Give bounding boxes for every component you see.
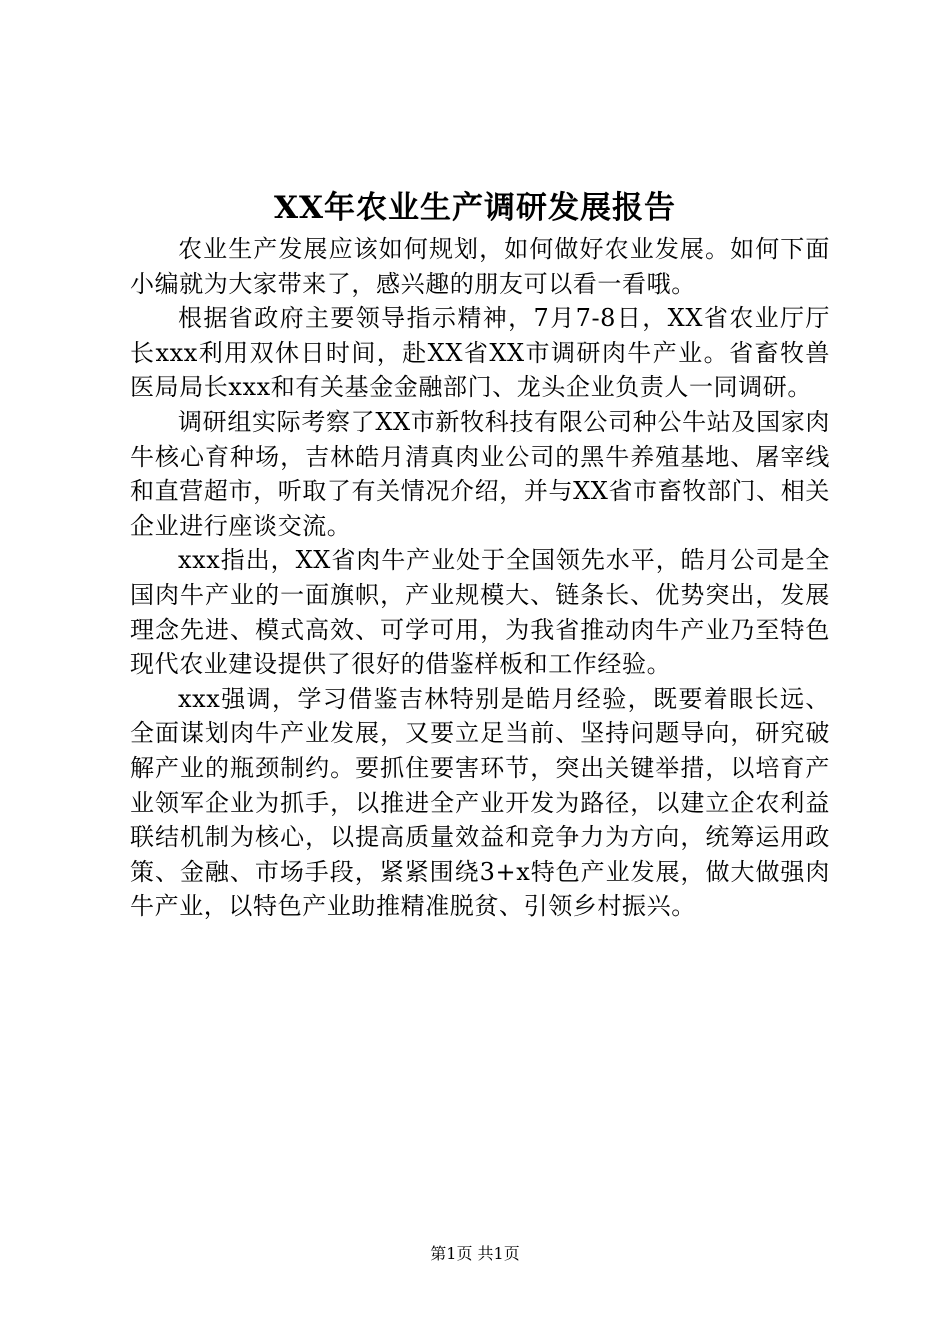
document-title: XX年农业生产调研发展报告 xyxy=(273,190,677,226)
document-body xyxy=(130,232,830,924)
paragraph-emphasis: xxx强调，学习借鉴吉林特别是皓月经验，既要着眼长远、全面谋划肉牛产业发展，又要立足当前、坚持问题导向，研究破解产业的瓶颈制约。要抓住要害环节，突出关键举措，以培育产业领军企业为抓手，以推进全产业开发为路径，以建立企农利益联结机制为核心，以提高质量效益和竞争力为方向，统筹运用政策、金融、市场手段，紧紧围绕3+x特色产业发展，做大做强肉牛产业，以特色产业助推精准脱贫、引领乡村振兴。 xyxy=(130,684,830,921)
paragraph-remarks: xxx指出，XX省肉牛产业处于全国领先水平，皓月公司是全国肉牛产业的一面旗帜，产业规模大、链条长、优势突出，发展理念先进、模式高效、可学可用，为我省推动肉牛产业乃至特色现代农业建设提供了很好的借鉴样板和工作经验。 xyxy=(130,546,830,679)
paragraph-intro: 农业生产发展应该如何规划，如何做好农业发展。如何下面小编就为大家带来了，感兴趣的朋友可以看一看哦。 xyxy=(130,235,830,298)
page-footer: 第1页 共1页 xyxy=(430,1244,520,1263)
paragraph-background: 根据省政府主要领导指示精神，7月7-8日，XX省农业厅厅长xxx利用双休日时间，赴XX省XX市调研肉牛产业。省畜牧兽医局局长xxx和有关基金金融部门、龙头企业负责人一同调研。 xyxy=(130,304,830,402)
paragraph-inspection: 调研组实际考察了XX市新牧科技有限公司种公牛站及国家肉牛核心育种场，吉林皓月清真肉业公司的黑牛养殖基地、屠宰线和直营超市，听取了有关情况介绍，并与XX省市畜牧部门、相关企业进行座谈交流。 xyxy=(130,407,830,540)
